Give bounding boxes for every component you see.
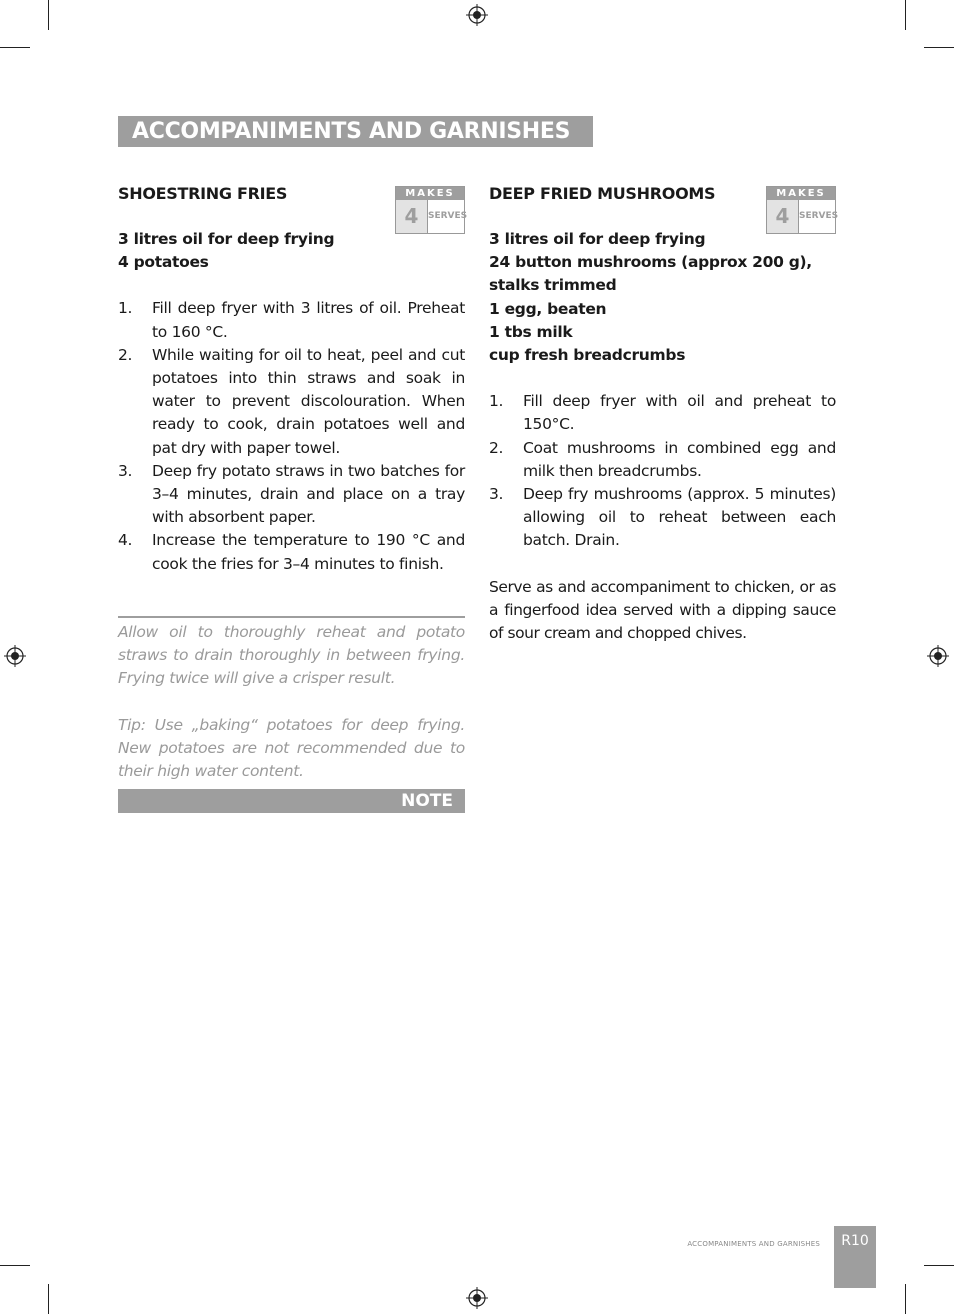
ingredient-item: 3 litres oil for deep frying [489, 230, 706, 248]
step-number: 2. [118, 345, 133, 364]
crop-mark-icon [48, 0, 49, 30]
note-paragraph: Allow oil to thoroughly reheat and potato straws to drain thoroughly in between frying. Frying twice will give a crisper result. [118, 623, 465, 688]
recipe-deep-fried-mushrooms [489, 182, 839, 645]
serves-label: SERVES [799, 211, 839, 221]
ingredient-list [489, 228, 836, 367]
serves-count: 4 [396, 200, 428, 233]
registration-mark-icon [927, 645, 949, 667]
section-title: ACCOMPANIMENTS AND GARNISHES [118, 116, 593, 147]
registration-mark-icon [466, 4, 488, 26]
ingredient-item: 24 button mushrooms (approx 200 g), [489, 253, 812, 272]
ingredient-item: stalks trimmed [489, 276, 617, 295]
crop-mark-icon [924, 1265, 954, 1266]
ingredient-item: 1 egg, beaten [489, 299, 607, 318]
recipe-title: DEEP FRIED MUSHROOMS [489, 184, 716, 203]
step-number: 1. [118, 299, 133, 318]
step-number: 3. [118, 461, 133, 480]
makes-serves-badge [395, 186, 468, 234]
recipe-shoestring-fries [118, 182, 468, 576]
crop-mark-icon [905, 0, 906, 30]
serves-label: SERVES [428, 211, 468, 221]
makes-serves-badge [766, 186, 839, 234]
method-steps [118, 297, 465, 575]
ingredient-item: 1 tbs milk [489, 322, 573, 341]
ingredient-item: cup fresh breadcrumbs [489, 346, 686, 365]
ingredient-list [118, 228, 465, 274]
step-text: While waiting for oil to heat, peel and cut potatoes into thin straws and soak in water to prevent discolouration. When ready to cook, drain potatoes well and pat dry with paper towel. [152, 345, 465, 457]
method-step [489, 437, 836, 483]
recipe-title: SHOESTRING FRIES [118, 184, 288, 203]
method-steps [489, 390, 836, 552]
crop-mark-icon [924, 47, 954, 48]
ingredient-item: 4 potatoes [118, 253, 209, 272]
crop-mark-icon [48, 1284, 49, 1314]
note-text [118, 621, 465, 783]
method-step [489, 390, 836, 436]
step-text: Coat mushrooms in combined egg and milk then breadcrumbs. [523, 438, 836, 480]
note-divider [118, 616, 465, 618]
step-number: 4. [118, 531, 133, 550]
crop-mark-icon [0, 47, 30, 48]
note-label: NOTE [118, 789, 465, 813]
step-text: Increase the temperature to 190 °C and cook the fries for 3–4 minutes to finish. [152, 531, 465, 573]
step-number: 1. [489, 392, 504, 411]
method-step [118, 460, 465, 530]
makes-label: MAKES [767, 187, 835, 200]
ingredient-item: 3 litres oil for deep frying [118, 230, 335, 248]
step-number: 2. [489, 438, 504, 457]
serves-count: 4 [767, 200, 799, 233]
page-number: R10 [834, 1226, 876, 1288]
crop-mark-icon [0, 1265, 30, 1266]
method-step [118, 344, 465, 460]
method-step [118, 529, 465, 575]
step-text: Deep fry potato straws in two batches for 3–4 minutes, drain and place on a tray with absorbent paper. [152, 461, 465, 527]
makes-label: MAKES [396, 187, 464, 200]
step-number: 3. [489, 485, 504, 504]
step-text: Fill deep fryer with 3 litres of oil. Preheat to 160 °C. [152, 299, 465, 341]
footer-section-name: ACCOMPANIMENTS AND GARNISHES [687, 1240, 820, 1248]
registration-mark-icon [4, 645, 26, 667]
note-paragraph: Tip: Use „baking“ potatoes for deep frying. New potatoes are not recommended due to their high water content. [118, 715, 465, 781]
step-text: Deep fry mushrooms (approx. 5 minutes) allowing oil to reheat between each batch. Drain. [523, 485, 836, 550]
method-step [118, 297, 465, 343]
crop-mark-icon [905, 1284, 906, 1314]
method-step [489, 483, 836, 553]
registration-mark-icon [466, 1287, 488, 1309]
serving-note: Serve as and accompaniment to chicken, or as a fingerfood idea served with a dipping sauce of sour cream and chopped chives. [489, 577, 836, 643]
step-text: Fill deep fryer with oil and preheat to 150°C. [523, 392, 836, 434]
